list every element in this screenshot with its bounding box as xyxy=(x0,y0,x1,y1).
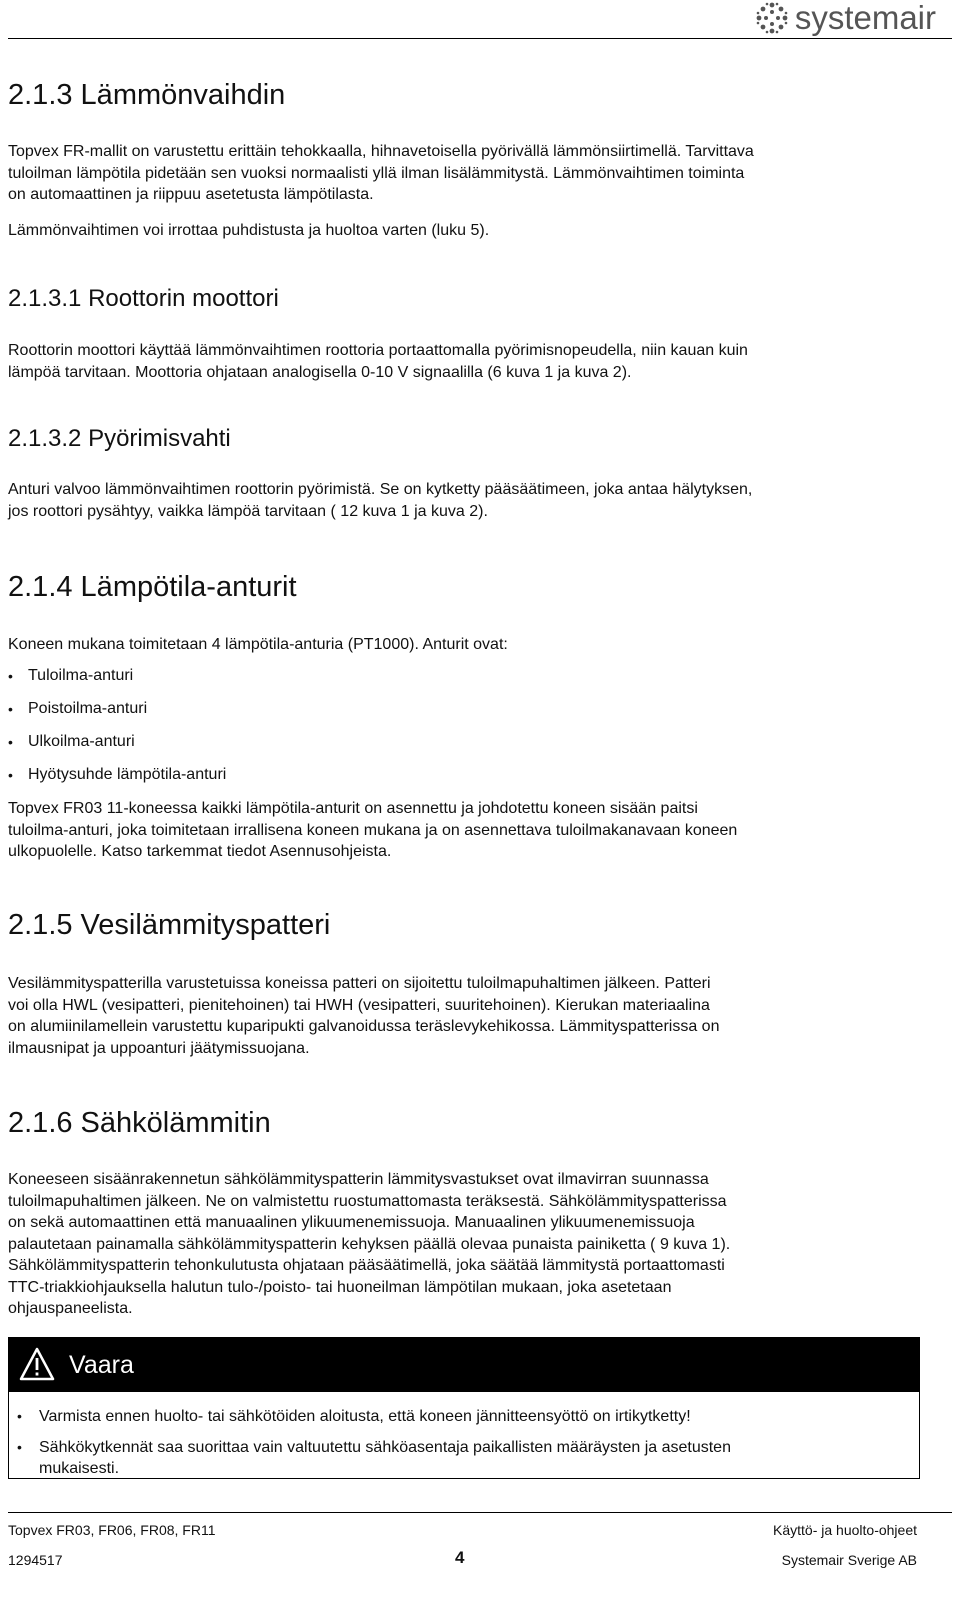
list-item: • Ulkoilma-anturi xyxy=(8,732,226,765)
page-number: 4 xyxy=(455,1548,465,1567)
systemair-dots-icon xyxy=(755,1,789,35)
section-title-2-1-5: 2.1.5 Vesilämmityspatteri xyxy=(8,909,331,941)
danger-notice-header xyxy=(9,1338,919,1392)
danger-notice xyxy=(8,1337,920,1479)
warning-triangle-icon xyxy=(19,1347,55,1381)
list-item: • Tuloilma-anturi xyxy=(8,666,226,699)
section-title-2-1-3-1: 2.1.3.1 Roottorin moottori xyxy=(8,285,279,312)
brand-logo xyxy=(755,0,936,36)
sensor-list xyxy=(8,666,226,798)
paragraph-water-heater: Vesilämmityspatterilla varustetuissa koneissa patteri on sijoitettu tuloilmapuhaltimen jälkeen. Patteri voi olla HWL (vesipatteri, pienitehoinen) tai HWH (vesipatteri, suuritehoinen). Kierukan materiaalina on alumiinilamellein varustettu kuparipukti galvanoidussa teräslevykehikossa. Lämmityspatterissa on ilmausnipat ja uppoanturi jäätymissuojana. xyxy=(8,975,720,1057)
paragraph-rotor-motor: Roottorin moottori käyttää lämmönvaihtimen roottoria portaattomalla pyörimisnopeudella, niin kauan kuin lämpöä tarvitaan. Moottoria ohjataan analogisella 0-10 V signaalilla (6 kuva 1 ja kuva 2). xyxy=(8,342,748,381)
paragraph-rotation-guard: Anturi valvoo lämmönvaihtimen roottorin pyörimistä. Se on kytketty pääsäätimeen, joka antaa hälytyksen, jos roottori pysähtyy, vaikka lämpöä tarvitaan ( 12 kuva 1 ja kuva 2). xyxy=(8,481,753,520)
brand-name: systemair xyxy=(794,0,936,36)
list-item: • Poistoilma-anturi xyxy=(8,699,226,732)
footer-models: Topvex FR03, FR06, FR08, FR11 xyxy=(8,1522,216,1538)
paragraph-electric-heater: Koneeseen sisäänrakennetun sähkölämmityspatterin lämmitysvastukset ovat ilmavirran suunnassa tuloilmapuhaltimen jälkeen. Ne on valmistettu ruostumattomasta teräksestä. Sähkölämmityspatterissa on sekä automaattinen että manuaalinen ylikuumenemissuoja. Manuaalinen ylikuumenemissuoja palautetaan painamalla sähkölämmityspatterin kehyksen päällä olevaa punaista painiketta ( 9 kuva 1). Sähkölämmityspatterin tehonkulutusta ohjataan pääsäätimellä, joka säätää lämmitystä portaattomasti TTC-triakkiohjauksella halutun tulo-/poisto- tai huoneilman lämpötilan mukaan, joka asetetaan ohjauspaneelista. xyxy=(8,1171,731,1317)
paragraph-heat-exchanger-removal: Lämmönvaihtimen voi irrottaa puhdistusta ja huoltoa varten (luku 5). xyxy=(8,222,490,239)
paragraph-sensors-intro: Koneen mukana toimitetaan 4 lämpötila-anturia (PT1000). Anturit ovat: xyxy=(8,636,508,653)
section-title-2-1-4: 2.1.4 Lämpötila-anturit xyxy=(8,571,297,603)
footer-divider xyxy=(8,1512,952,1513)
list-item: • Varmista ennen huolto- tai sähkötöiden aloitusta, että koneen jännitteensyöttö on irtikytketty! xyxy=(17,1406,731,1427)
danger-notice-list xyxy=(17,1406,731,1489)
footer-company: Systemair Sverige AB xyxy=(781,1552,917,1568)
list-item: • Hyötysuhde lämpötila-anturi xyxy=(8,765,226,798)
section-title-2-1-3: 2.1.3 Lämmönvaihdin xyxy=(8,79,286,111)
footer-doc-number: 1294517 xyxy=(8,1552,63,1568)
section-title-2-1-6: 2.1.6 Sähkölämmitin xyxy=(8,1107,271,1139)
paragraph-sensors-installation: Topvex FR03 11-koneessa kaikki lämpötila-anturit on asennettu ja johdotettu koneen sisään paitsi tuloilma-anturi, joka toimitetaan irrallisena koneen mukana ja on asennettava tuloilmakanavaan koneen ulkopuolelle. Katso tarkemmat tiedot Asennusohjeista. xyxy=(8,800,738,860)
paragraph-heat-exchanger: Topvex FR-mallit on varustettu erittäin tehokkaalla, hihnavetoisella pyörivällä lämmönsiirtimellä. Tarvittava tuloilman lämpötila pidetään sen vuoksi normaalisti yllä ilman lisälämmitystä. Lämmönvaihtimen toiminta on automaattinen ja riippuu asetetusta lämpötilasta. xyxy=(8,143,754,203)
list-item: • Sähkökytkennät saa suorittaa vain valtuutettu sähköasentaja paikallisten määräysten ja asetusten mukaisesti. xyxy=(17,1437,731,1479)
danger-notice-title: Vaara xyxy=(69,1351,134,1379)
footer-doc-type: Käyttö- ja huolto-ohjeet xyxy=(773,1522,917,1538)
header-divider xyxy=(8,38,952,39)
section-title-2-1-3-2: 2.1.3.2 Pyörimisvahti xyxy=(8,425,231,452)
